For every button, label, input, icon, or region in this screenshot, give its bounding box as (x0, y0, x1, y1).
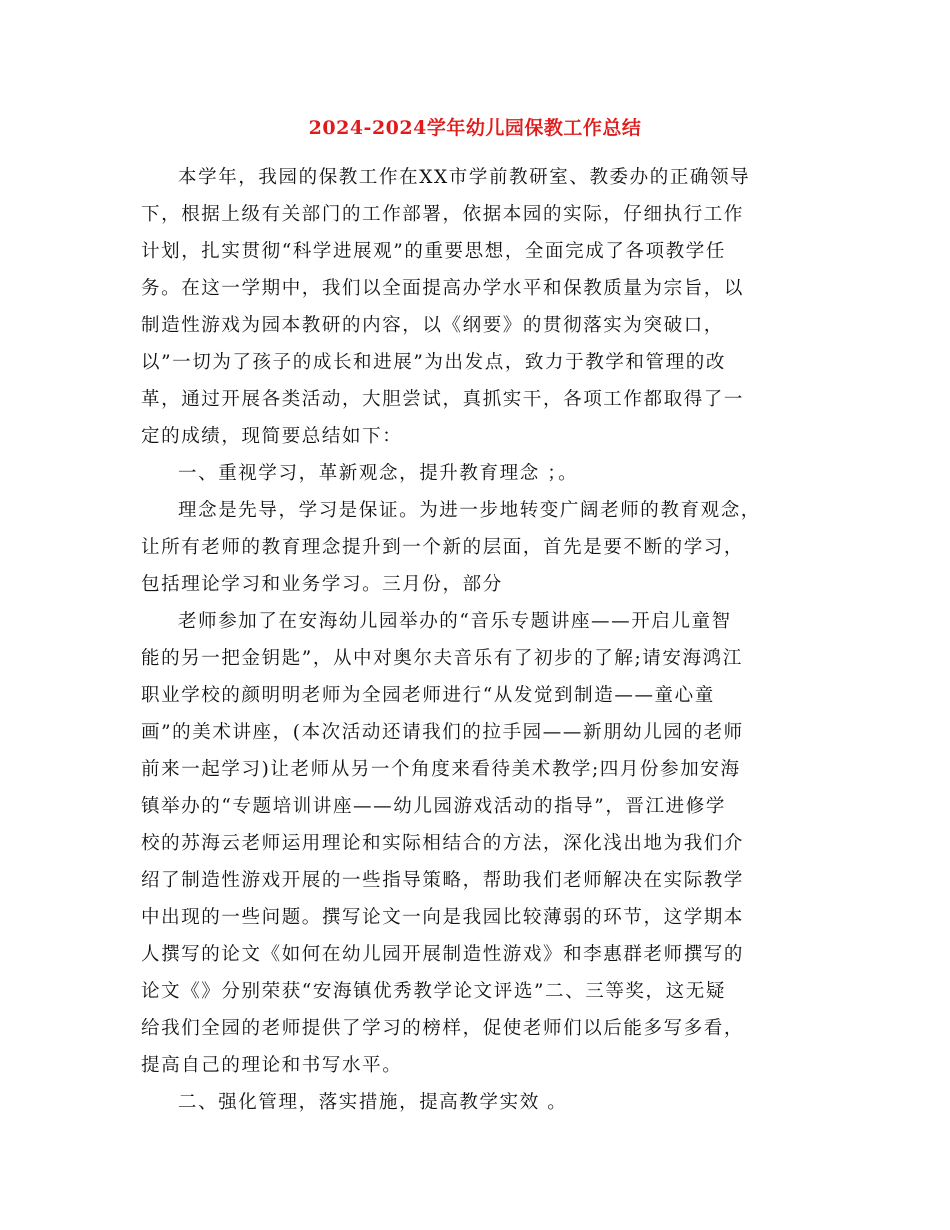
text-line: 论文《》分别荣获“安海镇优秀教学论文评选”二、三等奖，这无疑 (141, 981, 726, 1002)
body-paragraph (141, 603, 809, 1084)
text-line: 能的另一把金钥匙”，从中对奥尔夫音乐有了初步的了解;请安海鸿江 (141, 648, 743, 669)
body-paragraph (141, 492, 809, 603)
document-body (141, 159, 809, 1121)
text-line: 中出现的一些问题。撰写论文一向是我园比较薄弱的环节，这学期本 (141, 907, 745, 928)
text-line: 制造性游戏为园本教研的内容，以《纲要》的贯彻落实为突破口， (141, 315, 724, 336)
text-line: 职业学校的颜明明老师为全园老师进行“从发觉到制造——童心童 (141, 685, 715, 706)
body-paragraph (141, 159, 809, 455)
text-line: 给我们全园的老师提供了学习的榜样，促使老师们以后能多写多看， (141, 1018, 745, 1039)
text-line: 老师参加了在安海幼儿园举办的“音乐专题讲座——开启儿童智 (178, 611, 732, 632)
document-title: 2024-2024学年幼儿园保教工作总结 (308, 117, 642, 139)
text-line: 本学年，我园的保教工作在XX市学前教研室、教委办的正确领导 (178, 167, 751, 188)
text-line: 让所有老师的教育理念提升到一个新的层面，首先是要不断的学习， (141, 537, 745, 558)
text-line: 下，根据上级有关部门的工作部署，依据本园的实际，仔细执行工作 (141, 204, 745, 225)
text-line: 二、强化管理，落实措施，提高教学实效 。 (178, 1092, 568, 1113)
text-line: 前来一起学习)让老师从另一个角度来看待美术教学;四月份参加安海 (141, 759, 741, 780)
text-line: 务。在这一学期中，我们以全面提高办学水平和保教质量为宗旨，以 (141, 278, 745, 299)
text-line: 理念是先导，学习是保证。为进一步地转变广阔老师的教育观念， (178, 500, 761, 521)
text-line: 革，通过开展各类活动，大胆尝试，真抓实干，各项工作都取得了一 (141, 389, 745, 410)
text-line: 提高自己的理论和书写水平。 (141, 1055, 403, 1076)
text-line: 镇举办的“专题培训讲座——幼儿园游戏活动的指导”，晋江进修学 (141, 796, 726, 817)
section-heading (141, 1084, 809, 1121)
text-line: 计划，扎实贯彻“科学进展观”的重要思想，全面完成了各项教学任 (141, 241, 726, 262)
text-line: 绍了制造性游戏开展的一些指导策略，帮助我们老师解决在实际教学 (141, 870, 745, 891)
text-line: 画”的美术讲座，(本次活动还请我们的拉手园——新朋幼儿园的老师 (141, 722, 744, 743)
text-line: 人撰写的论文《如何在幼儿园开展制造性游戏》和李惠群老师撰写的 (141, 944, 745, 965)
text-line: 校的苏海云老师运用理论和实际相结合的方法，深化浅出地为我们介 (141, 833, 745, 854)
text-line: 包括理论学习和业务学习。三月份，部分 (141, 574, 503, 595)
section-heading (141, 455, 809, 492)
text-line: 以”一切为了孩子的成长和进展”为出发点，致力于教学和管理的改 (141, 352, 726, 373)
text-line: 定的成绩，现简要总结如下： (141, 426, 403, 447)
text-line: 一、重视学习，革新观念，提升教育理念 ；。 (178, 463, 579, 484)
